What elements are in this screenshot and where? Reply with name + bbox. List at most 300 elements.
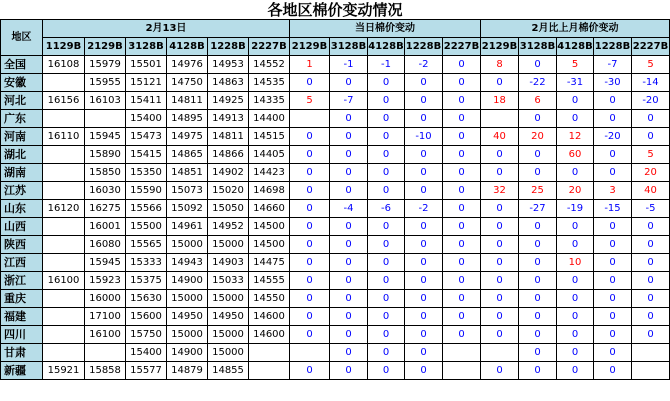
region-cell: 安徽 (1, 74, 43, 92)
price-cell: 14900 (167, 344, 208, 362)
price-cell: 14950 (167, 308, 208, 326)
price-cell (43, 164, 85, 182)
price-cell: 14535 (249, 74, 290, 92)
price-cell: 16103 (85, 92, 126, 110)
monthly-change-cell: 20 (557, 182, 594, 200)
monthly-change-cell: 0 (519, 164, 557, 182)
price-cell (43, 344, 85, 362)
daily-change-cell: 0 (443, 92, 481, 110)
price-cell: 15400 (126, 344, 167, 362)
daily-change-cell: 0 (443, 308, 481, 326)
monthly-change-cell: 0 (557, 92, 594, 110)
table-row (1, 92, 670, 110)
daily-change-cell: 5 (290, 92, 330, 110)
monthly-change-cell: 0 (594, 92, 632, 110)
table-row (1, 182, 670, 200)
monthly-change-cell: 0 (481, 200, 519, 218)
price-cell: 15979 (85, 56, 126, 74)
monthly-change-cell: 0 (519, 326, 557, 344)
region-cell: 湖北 (1, 146, 43, 164)
price-cell: 14550 (249, 290, 290, 308)
daily-change-cell: 0 (368, 254, 405, 272)
monthly-change-cell: 0 (519, 344, 557, 362)
monthly-change-cell: 0 (519, 362, 557, 380)
monthly-change-cell: 0 (557, 326, 594, 344)
daily-change-cell: 0 (405, 218, 443, 236)
daily-change-cell: 0 (368, 128, 405, 146)
monthly-change-cell: 5 (557, 56, 594, 74)
monthly-change-cell: 0 (557, 362, 594, 380)
monthly-change-cell: 0 (594, 272, 632, 290)
price-cell: 15501 (126, 56, 167, 74)
price-cell: 15473 (126, 128, 167, 146)
daily-change-cell: 0 (330, 110, 368, 128)
price-cell (43, 254, 85, 272)
daily-change-cell: 0 (405, 236, 443, 254)
daily-change-cell: 0 (368, 362, 405, 380)
daily-change-cell: 0 (368, 308, 405, 326)
monthly-change-cell: 0 (594, 308, 632, 326)
daily-change-cell: 0 (443, 326, 481, 344)
monthly-change-cell: 0 (632, 110, 670, 128)
price-cell: 16030 (85, 182, 126, 200)
daily-change-cell: 0 (290, 128, 330, 146)
price-cell: 15020 (208, 182, 249, 200)
region-cell: 重庆 (1, 290, 43, 308)
monthly-change-cell: 0 (594, 290, 632, 308)
monthly-change-cell: 0 (519, 110, 557, 128)
price-cell: 15000 (208, 326, 249, 344)
price-cell: 14555 (249, 272, 290, 290)
table-row (1, 128, 670, 146)
daily-change-cell: 0 (368, 164, 405, 182)
price-cell: 14913 (208, 110, 249, 128)
monthly-change-cell: 0 (481, 272, 519, 290)
price-cell: 15411 (126, 92, 167, 110)
daily-change-cell: 0 (290, 362, 330, 380)
price-cell: 14811 (167, 92, 208, 110)
monthly-change-cell: 10 (557, 254, 594, 272)
monthly-change-cell: 0 (632, 326, 670, 344)
daily-change-cell: -10 (405, 128, 443, 146)
table-row (1, 254, 670, 272)
monthly-change-cell: 0 (519, 272, 557, 290)
price-cell: 14879 (167, 362, 208, 380)
monthly-change-cell: 0 (632, 236, 670, 254)
price-cell (43, 74, 85, 92)
price-cell: 16110 (43, 128, 85, 146)
region-cell: 广东 (1, 110, 43, 128)
price-cell: 16156 (43, 92, 85, 110)
daily-change-cell: 0 (330, 326, 368, 344)
price-cell: 14405 (249, 146, 290, 164)
monthly-change-cell: 0 (481, 362, 519, 380)
daily-change-cell: 0 (405, 362, 443, 380)
daily-change-cell (443, 344, 481, 362)
price-col-header: 2227B (249, 38, 290, 56)
region-cell: 湖南 (1, 164, 43, 182)
price-cell: 15630 (126, 290, 167, 308)
monthly-change-cell: 20 (519, 128, 557, 146)
daily-change-cell: 0 (290, 182, 330, 200)
daily-change-cell: 0 (368, 236, 405, 254)
daily-change-cell: 0 (368, 74, 405, 92)
daily-group-header: 当日棉价变动 (290, 20, 481, 38)
price-cell: 14976 (167, 56, 208, 74)
price-col-header: 4128B (167, 38, 208, 56)
monthly-change-cell (481, 344, 519, 362)
price-cell: 14975 (167, 128, 208, 146)
price-cell: 14515 (249, 128, 290, 146)
price-cell: 16080 (85, 236, 126, 254)
daily-change-cell: 0 (443, 290, 481, 308)
daily-col-header: 3128B (330, 38, 368, 56)
daily-change-cell: 0 (330, 128, 368, 146)
monthly-change-cell: 0 (557, 308, 594, 326)
monthly-change-cell: 0 (594, 146, 632, 164)
price-cell: 14400 (249, 110, 290, 128)
price-cell: 15121 (126, 74, 167, 92)
price-cell (43, 110, 85, 128)
monthly-change-cell: 0 (557, 236, 594, 254)
daily-change-cell (290, 344, 330, 362)
daily-change-cell: 0 (443, 218, 481, 236)
price-cell: 15000 (167, 290, 208, 308)
price-cell: 14750 (167, 74, 208, 92)
price-cell: 15000 (167, 326, 208, 344)
daily-change-cell: 0 (405, 110, 443, 128)
region-cell: 陕西 (1, 236, 43, 254)
price-cell: 14600 (249, 326, 290, 344)
monthly-change-cell: 5 (632, 146, 670, 164)
daily-change-cell: 0 (443, 110, 481, 128)
daily-change-cell: 0 (368, 146, 405, 164)
price-cell (249, 362, 290, 380)
monthly-change-cell: 18 (481, 92, 519, 110)
daily-change-cell: -1 (330, 56, 368, 74)
monthly-change-cell: 0 (632, 290, 670, 308)
daily-change-cell: 0 (405, 326, 443, 344)
monthly-change-cell: 0 (594, 164, 632, 182)
region-cell: 山东 (1, 200, 43, 218)
monthly-change-cell: 0 (594, 362, 632, 380)
price-cell: 14500 (249, 236, 290, 254)
price-cell: 14863 (208, 74, 249, 92)
daily-change-cell: -4 (330, 200, 368, 218)
daily-change-cell: 0 (405, 290, 443, 308)
monthly-change-cell: 0 (519, 290, 557, 308)
monthly-change-cell: 0 (481, 236, 519, 254)
monthly-change-cell: 0 (632, 218, 670, 236)
price-cell: 15000 (208, 290, 249, 308)
price-cell: 14600 (249, 308, 290, 326)
table-row (1, 74, 670, 92)
price-cell (43, 218, 85, 236)
monthly-change-cell: 0 (632, 128, 670, 146)
region-cell: 福建 (1, 308, 43, 326)
monthly-change-cell: 0 (557, 164, 594, 182)
price-cell: 14952 (208, 218, 249, 236)
monthly-col-header: 3128B (519, 38, 557, 56)
price-cell: 15500 (126, 218, 167, 236)
daily-change-cell: 0 (330, 146, 368, 164)
daily-change-cell: 0 (443, 74, 481, 92)
monthly-change-cell: 6 (519, 92, 557, 110)
monthly-change-cell: -31 (557, 74, 594, 92)
region-cell: 江苏 (1, 182, 43, 200)
daily-change-cell: 0 (330, 308, 368, 326)
price-cell (43, 326, 85, 344)
monthly-change-cell: 3 (594, 182, 632, 200)
monthly-change-cell: 20 (632, 164, 670, 182)
daily-change-cell: 0 (405, 272, 443, 290)
price-cell: 15000 (167, 236, 208, 254)
table-row (1, 236, 670, 254)
daily-change-cell: 0 (368, 326, 405, 344)
daily-change-cell: 1 (290, 56, 330, 74)
price-cell: 16001 (85, 218, 126, 236)
price-cell: 14961 (167, 218, 208, 236)
price-cell: 15415 (126, 146, 167, 164)
daily-change-cell: 0 (443, 182, 481, 200)
column-header-row (1, 38, 670, 56)
monthly-change-cell: 0 (481, 74, 519, 92)
daily-change-cell: 0 (443, 56, 481, 74)
price-col-header: 2129B (85, 38, 126, 56)
monthly-change-cell: 0 (594, 326, 632, 344)
price-cell: 15050 (208, 200, 249, 218)
daily-change-cell: 0 (443, 146, 481, 164)
price-col-header: 1228B (208, 38, 249, 56)
monthly-change-cell: -15 (594, 200, 632, 218)
price-cell: 15350 (126, 164, 167, 182)
daily-change-cell: 0 (368, 92, 405, 110)
cotton-price-table (0, 19, 670, 380)
price-cell: 15577 (126, 362, 167, 380)
daily-change-cell: 0 (443, 164, 481, 182)
price-cell: 15333 (126, 254, 167, 272)
price-cell: 15890 (85, 146, 126, 164)
monthly-change-cell (632, 362, 670, 380)
region-cell: 山西 (1, 218, 43, 236)
monthly-change-cell: 0 (632, 254, 670, 272)
price-cell: 14950 (208, 308, 249, 326)
price-cell: 14902 (208, 164, 249, 182)
price-cell (43, 290, 85, 308)
monthly-change-cell: 0 (519, 218, 557, 236)
price-cell: 15850 (85, 164, 126, 182)
price-cell: 16108 (43, 56, 85, 74)
daily-change-cell: 0 (443, 128, 481, 146)
table-row (1, 326, 670, 344)
daily-change-cell: 0 (290, 272, 330, 290)
table-row (1, 146, 670, 164)
price-cell: 17100 (85, 308, 126, 326)
daily-change-cell: 0 (290, 308, 330, 326)
monthly-col-header: 4128B (557, 38, 594, 56)
daily-change-cell: -7 (330, 92, 368, 110)
price-cell: 15375 (126, 272, 167, 290)
price-cell (43, 182, 85, 200)
monthly-change-cell: 40 (481, 128, 519, 146)
daily-change-cell: 0 (405, 92, 443, 110)
daily-change-cell: 0 (405, 182, 443, 200)
daily-change-cell: 0 (330, 290, 368, 308)
price-cell: 16275 (85, 200, 126, 218)
table-row (1, 344, 670, 362)
region-cell: 河南 (1, 128, 43, 146)
monthly-change-cell (632, 344, 670, 362)
monthly-change-cell: -30 (594, 74, 632, 92)
daily-change-cell: 0 (368, 344, 405, 362)
price-cell: 14475 (249, 254, 290, 272)
price-cell (249, 344, 290, 362)
monthly-change-cell: 0 (594, 236, 632, 254)
price-cell (43, 308, 85, 326)
monthly-change-cell: 0 (557, 218, 594, 236)
daily-change-cell: 0 (368, 182, 405, 200)
price-cell (43, 236, 85, 254)
price-cell: 14903 (208, 254, 249, 272)
monthly-change-cell: 0 (632, 308, 670, 326)
price-cell (85, 110, 126, 128)
price-cell: 15000 (208, 236, 249, 254)
price-cell: 15566 (126, 200, 167, 218)
monthly-change-cell: -20 (632, 92, 670, 110)
daily-change-cell: 0 (330, 74, 368, 92)
price-cell: 14900 (167, 272, 208, 290)
daily-change-cell: 0 (405, 344, 443, 362)
price-cell: 15945 (85, 128, 126, 146)
price-cell: 15400 (126, 110, 167, 128)
monthly-change-cell: -14 (632, 74, 670, 92)
daily-change-cell: 0 (290, 218, 330, 236)
price-group-header: 2月13日 (43, 20, 290, 38)
monthly-change-cell: 0 (481, 290, 519, 308)
price-col-header: 3128B (126, 38, 167, 56)
table-row (1, 56, 670, 74)
region-cell: 浙江 (1, 272, 43, 290)
price-cell: 15600 (126, 308, 167, 326)
daily-change-cell: 0 (330, 344, 368, 362)
price-cell: 15955 (85, 74, 126, 92)
table-row (1, 362, 670, 380)
daily-change-cell: 0 (290, 326, 330, 344)
daily-change-cell: 0 (368, 218, 405, 236)
price-cell: 14423 (249, 164, 290, 182)
table-row (1, 110, 670, 128)
region-cell: 新疆 (1, 362, 43, 380)
daily-change-cell: 0 (330, 236, 368, 254)
daily-change-cell: 0 (330, 254, 368, 272)
price-cell: 14660 (249, 200, 290, 218)
daily-change-cell: 0 (443, 200, 481, 218)
price-cell: 15945 (85, 254, 126, 272)
daily-change-cell (443, 362, 481, 380)
table-row (1, 164, 670, 182)
daily-change-cell: 0 (290, 290, 330, 308)
monthly-change-cell: 32 (481, 182, 519, 200)
monthly-change-cell: -27 (519, 200, 557, 218)
daily-change-cell: 0 (290, 146, 330, 164)
daily-change-cell: -6 (368, 200, 405, 218)
price-cell (43, 146, 85, 164)
monthly-change-cell: 12 (557, 128, 594, 146)
price-cell: 14855 (208, 362, 249, 380)
daily-change-cell: 0 (330, 218, 368, 236)
monthly-change-cell: 60 (557, 146, 594, 164)
daily-change-cell: 0 (368, 272, 405, 290)
price-cell: 14335 (249, 92, 290, 110)
monthly-change-cell: -7 (594, 56, 632, 74)
price-cell: 15565 (126, 236, 167, 254)
daily-change-cell: 0 (443, 272, 481, 290)
monthly-change-cell: 0 (481, 254, 519, 272)
region-cell: 甘肃 (1, 344, 43, 362)
monthly-change-cell: 40 (632, 182, 670, 200)
monthly-change-cell: 5 (632, 56, 670, 74)
daily-col-header: 2227B (443, 38, 481, 56)
monthly-change-cell: 0 (481, 326, 519, 344)
price-cell: 14500 (249, 218, 290, 236)
price-cell: 15073 (167, 182, 208, 200)
monthly-change-cell (481, 110, 519, 128)
table-row (1, 218, 670, 236)
price-cell: 15858 (85, 362, 126, 380)
daily-col-header: 4128B (368, 38, 405, 56)
monthly-change-cell: 0 (557, 110, 594, 128)
monthly-change-cell: 0 (481, 164, 519, 182)
region-cell: 河北 (1, 92, 43, 110)
monthly-change-cell: 0 (519, 308, 557, 326)
daily-change-cell: 0 (405, 164, 443, 182)
monthly-change-cell: 0 (594, 218, 632, 236)
region-cell: 江西 (1, 254, 43, 272)
price-cell: 15590 (126, 182, 167, 200)
price-cell (85, 344, 126, 362)
daily-change-cell: 0 (330, 182, 368, 200)
monthly-change-cell: 0 (594, 344, 632, 362)
price-col-header: 1129B (43, 38, 85, 56)
monthly-change-cell: 0 (557, 272, 594, 290)
daily-change-cell: 0 (405, 146, 443, 164)
daily-change-cell: 0 (290, 254, 330, 272)
price-cell: 16100 (85, 326, 126, 344)
monthly-change-cell: 0 (632, 272, 670, 290)
monthly-change-cell: -5 (632, 200, 670, 218)
monthly-col-header: 2129B (481, 38, 519, 56)
price-cell: 14851 (167, 164, 208, 182)
price-cell: 16000 (85, 290, 126, 308)
daily-col-header: 2129B (290, 38, 330, 56)
daily-change-cell: 0 (330, 272, 368, 290)
price-cell: 14698 (249, 182, 290, 200)
region-cell: 全国 (1, 56, 43, 74)
monthly-change-cell: 0 (594, 110, 632, 128)
price-cell: 15000 (208, 344, 249, 362)
daily-change-cell: 0 (405, 254, 443, 272)
price-cell: 14552 (249, 56, 290, 74)
daily-change-cell (290, 110, 330, 128)
price-cell: 16100 (43, 272, 85, 290)
monthly-change-cell: 0 (481, 308, 519, 326)
daily-change-cell: 0 (330, 362, 368, 380)
region-cell: 四川 (1, 326, 43, 344)
table-row (1, 308, 670, 326)
daily-change-cell: -2 (405, 200, 443, 218)
monthly-change-cell: 25 (519, 182, 557, 200)
table-row (1, 290, 670, 308)
